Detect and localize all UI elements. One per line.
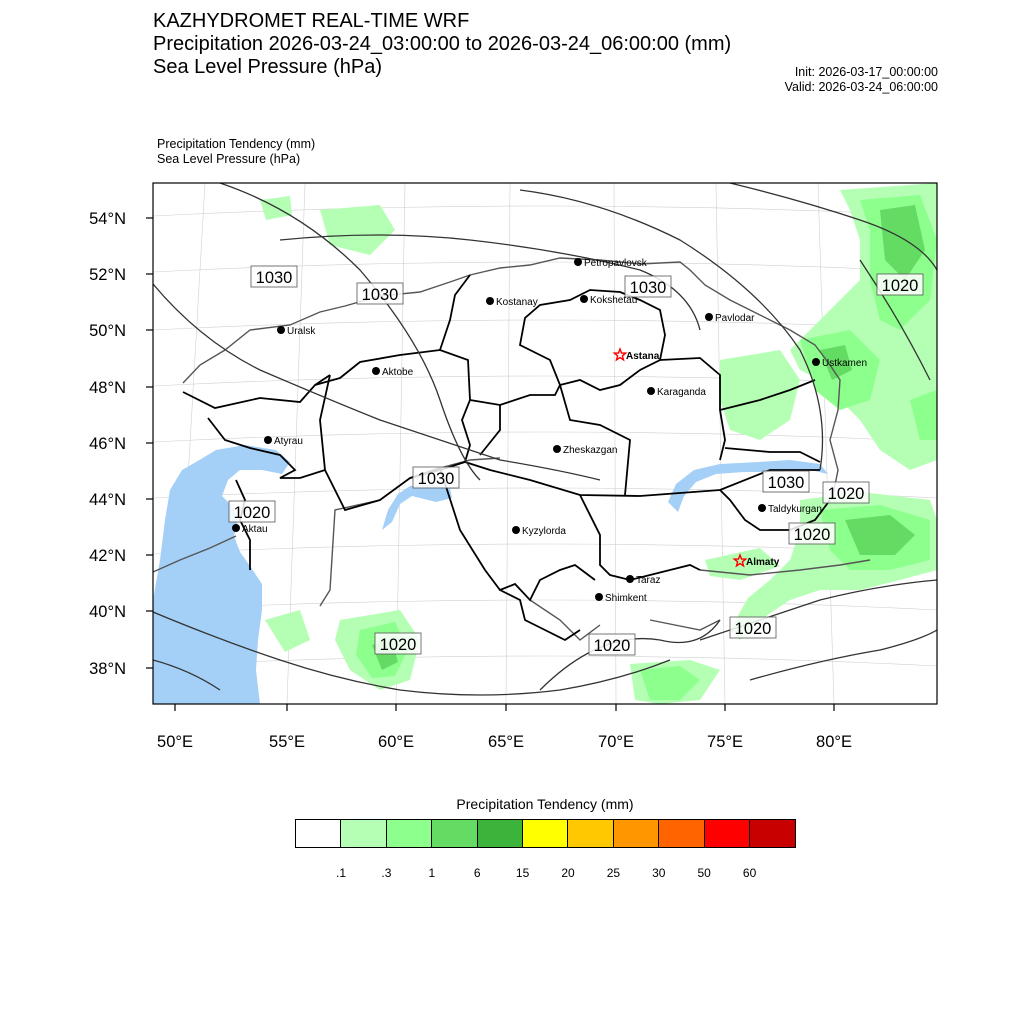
lon-tick-label: 75°E [707, 733, 743, 751]
colorbar-swatch [387, 820, 432, 847]
colorbar-label: 50 [697, 866, 711, 880]
city-label: Astana [626, 351, 660, 362]
svg-text:1030: 1030 [629, 279, 667, 297]
title-line-1: KAZHYDROMET REAL-TIME WRF [153, 10, 470, 32]
svg-text:1030: 1030 [417, 470, 455, 488]
city-dot-icon [758, 504, 766, 512]
svg-text:1030: 1030 [255, 269, 293, 287]
svg-text:1020: 1020 [827, 485, 865, 503]
colorbar-swatch [478, 820, 523, 847]
isobar-label [823, 482, 869, 503]
caspian-sea [153, 445, 290, 704]
city-dot-icon [595, 593, 603, 601]
lon-tick-label: 50°E [157, 733, 193, 751]
colorbar-swatch [432, 820, 477, 847]
water-bodies [153, 388, 846, 704]
valid-time: Valid: 2026-03-24_06:00:00 [784, 80, 938, 94]
lat-tick-label: 54°N [89, 210, 126, 228]
city-kokshetau [580, 295, 637, 306]
city-dot-icon [705, 313, 713, 321]
city-label: Petropavlovsk [584, 258, 647, 269]
lon-tick-label: 65°E [488, 733, 524, 751]
city-dot-icon [580, 295, 588, 303]
capital-star-icon [614, 349, 625, 360]
isobar-label [730, 617, 776, 638]
colorbar-label: 1 [428, 866, 436, 880]
city-label: Pavlodar [715, 313, 755, 324]
lat-tick-label: 44°N [89, 491, 126, 509]
city-shimkent [595, 593, 647, 604]
svg-text:1020: 1020 [233, 504, 271, 522]
colorbar-label: 60 [742, 866, 757, 880]
city-dot-icon [574, 258, 582, 266]
city-pavlodar [705, 313, 755, 324]
city-label: Taldykurgan [768, 504, 822, 515]
city-label: Aktobe [382, 367, 414, 378]
colorbar-swatch [705, 820, 750, 847]
panel-label-precip: Precipitation Tendency (mm) [157, 137, 316, 151]
city-label: Zheskazgan [563, 445, 618, 456]
city-aktau [232, 524, 268, 535]
lat-tick-label: 46°N [89, 435, 126, 453]
city-label: Almaty [746, 557, 780, 568]
city-label: Shimkent [605, 593, 647, 604]
colorbar-label: 20 [561, 866, 575, 880]
city-dot-icon [372, 367, 380, 375]
isobar-label [763, 471, 809, 492]
longitude-axis [157, 704, 852, 751]
lat-tick-label: 48°N [89, 379, 126, 397]
colorbar-swatch [659, 820, 704, 847]
lat-tick-label: 50°N [89, 322, 126, 340]
isobar-label [413, 467, 459, 488]
title-line-3: Sea Level Pressure (hPa) [153, 56, 383, 78]
lat-tick-label: 38°N [89, 660, 126, 678]
colorbar-swatch [750, 820, 795, 847]
svg-text:1020: 1020 [734, 620, 772, 638]
city-label: Kostanay [496, 297, 538, 308]
lon-tick-label: 70°E [598, 733, 634, 751]
isobar-label [789, 523, 835, 544]
lat-tick-label: 52°N [89, 266, 126, 284]
city-uralsk [277, 326, 316, 337]
colorbar-swatch [296, 820, 341, 847]
city-karaganda [647, 387, 706, 398]
colorbar [295, 819, 796, 848]
city-label: Aktau [242, 524, 268, 535]
latitude-axis [89, 210, 153, 678]
isobar-label [357, 283, 403, 304]
title-line-2: Precipitation 2026-03-24_03:00:00 to 2026-03-24_06:00:00 (mm) [153, 33, 732, 55]
init-time: Init: 2026-03-17_00:00:00 [794, 65, 938, 79]
city-kostanay [486, 297, 538, 308]
lon-tick-label: 55°E [269, 733, 305, 751]
city-zheskazgan [553, 445, 617, 456]
city-dot-icon [277, 326, 285, 334]
svg-text:1020: 1020 [793, 526, 831, 544]
city-taraz [626, 575, 660, 586]
city-label: Taraz [636, 575, 661, 586]
city-astana [614, 349, 659, 362]
city-atyrau [264, 436, 303, 447]
lat-tick-label: 42°N [89, 547, 126, 565]
city-label: Atyrau [274, 436, 303, 447]
colorbar-title: Precipitation Tendency (mm) [456, 796, 634, 812]
svg-text:1030: 1030 [361, 286, 399, 304]
lon-tick-label: 60°E [378, 733, 414, 751]
city-dot-icon [553, 445, 561, 453]
colorbar-swatch [523, 820, 568, 847]
colorbar-swatch [568, 820, 613, 847]
svg-text:1030: 1030 [767, 474, 805, 492]
panel-label-slp: Sea Level Pressure (hPa) [157, 152, 301, 166]
svg-text:1020: 1020 [593, 637, 631, 655]
colorbar-label: 15 [515, 866, 530, 880]
isobar-label [589, 634, 635, 655]
city-dot-icon [512, 526, 520, 534]
colorbar-label: .3 [381, 866, 392, 880]
city-dot-icon [232, 524, 240, 532]
city-dot-icon [812, 358, 820, 366]
city-taldykurgan [758, 504, 822, 515]
city-label: Kyzylorda [522, 526, 566, 537]
city-dot-icon [486, 297, 494, 305]
colorbar-label: 6 [473, 866, 481, 880]
isobar-label [877, 274, 923, 295]
isobar-label [625, 276, 671, 297]
city-dot-icon [264, 436, 272, 444]
isobar-label [375, 633, 421, 654]
svg-text:1020: 1020 [881, 277, 919, 295]
city-aktobe [372, 367, 414, 378]
city-label: Uralsk [287, 326, 316, 337]
isobar-label [251, 266, 297, 287]
colorbar-swatch [614, 820, 659, 847]
city-kyzylorda [512, 526, 566, 537]
colorbar-swatch [341, 820, 386, 847]
lat-tick-label: 40°N [89, 603, 126, 621]
colorbar-label: 25 [606, 866, 621, 880]
city-dot-icon [647, 387, 655, 395]
svg-text:1020: 1020 [379, 636, 417, 654]
lon-tick-label: 80°E [816, 733, 852, 751]
isobar-label [229, 501, 275, 522]
colorbar-label: .1 [335, 866, 347, 880]
city-label: Ustkamen [822, 358, 868, 369]
city-label: Karaganda [657, 387, 706, 398]
colorbar-label: 30 [652, 866, 666, 880]
city-label: Kokshetau [590, 295, 638, 306]
city-petropavlovsk [574, 258, 648, 269]
city-dot-icon [626, 575, 634, 583]
